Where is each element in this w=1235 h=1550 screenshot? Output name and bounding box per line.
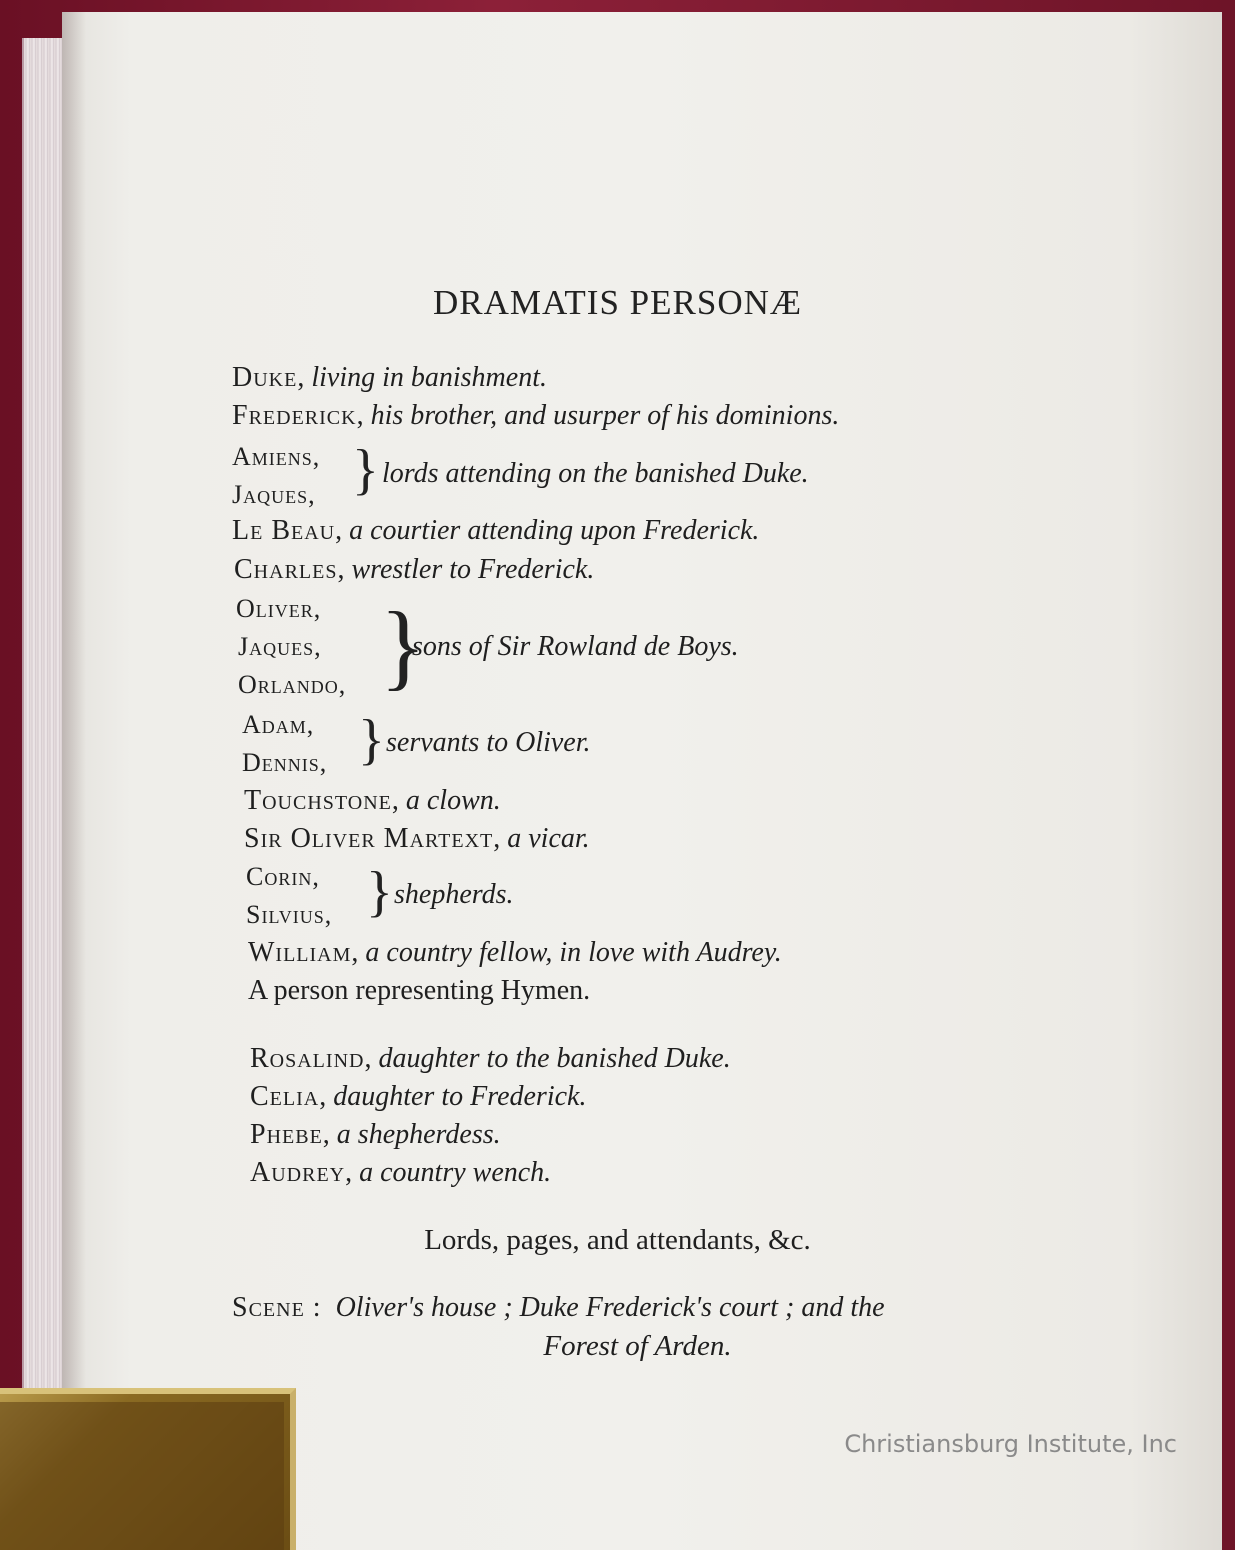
character-jaques-lord: Jaques, bbox=[232, 480, 316, 509]
spine-shadow bbox=[62, 12, 86, 1550]
character-desc: a country fellow, in love with Audrey. bbox=[365, 937, 782, 968]
character-celia: Celia, daughter to Frederick. bbox=[250, 1081, 587, 1112]
page-title: DRAMATIS PERSONÆ bbox=[433, 283, 802, 322]
character-name: Phebe bbox=[250, 1119, 323, 1150]
character-hymen: A person representing Hymen. bbox=[248, 975, 591, 1006]
character-phebe: Phebe, a shepherdess. bbox=[250, 1119, 501, 1150]
character-desc: wrestler to Frederick. bbox=[351, 554, 595, 585]
character-martext: Sir Oliver Martext, a vicar. bbox=[244, 823, 590, 854]
character-desc: a courtier attending upon Frederick. bbox=[349, 515, 760, 546]
scene-text: Oliver's house ; Duke Frederick's court ; and the bbox=[335, 1292, 885, 1323]
group-brace: } bbox=[366, 861, 393, 923]
gilt-book-shadow bbox=[0, 1402, 284, 1550]
character-dennis: Dennis, bbox=[242, 748, 328, 777]
character-desc: a shepherdess. bbox=[336, 1119, 501, 1150]
character-william: William, a country fellow, in love with Audrey. bbox=[248, 937, 782, 968]
character-audrey: Audrey, a country wench. bbox=[250, 1157, 552, 1188]
watermark: Christiansburg Institute, Inc bbox=[844, 1430, 1177, 1458]
character-oliver: Oliver, bbox=[236, 594, 322, 623]
character-desc: his brother, and usurper of his dominions. bbox=[370, 400, 840, 431]
character-orlando: Orlando, bbox=[238, 670, 347, 699]
scene-label: Scene : bbox=[232, 1292, 322, 1323]
group-desc-lords: lords attending on the banished Duke. bbox=[382, 458, 809, 489]
group-desc-sons: sons of Sir Rowland de Boys. bbox=[412, 631, 739, 662]
character-desc: a clown. bbox=[405, 785, 501, 816]
character-name: Charles bbox=[234, 554, 338, 585]
character-desc: living in banishment. bbox=[311, 362, 547, 393]
character-name: Audrey bbox=[250, 1157, 346, 1188]
group-brace: } bbox=[380, 592, 427, 699]
character-jaques-son: Jaques, bbox=[238, 632, 322, 661]
character-frederick: Frederick, his brother, and usurper of his dominions. bbox=[232, 400, 840, 431]
character-duke: Duke, living in banishment. bbox=[232, 362, 547, 393]
character-desc: a vicar. bbox=[507, 823, 590, 854]
character-desc: a country wench. bbox=[359, 1157, 552, 1188]
character-adam: Adam, bbox=[242, 710, 315, 739]
scene-line bbox=[232, 1292, 885, 1324]
character-desc: daughter to Frederick. bbox=[333, 1081, 587, 1112]
character-corin: Corin, bbox=[246, 862, 320, 891]
character-name: Celia bbox=[250, 1081, 320, 1112]
group-brace: } bbox=[358, 709, 385, 771]
group-desc-servants: servants to Oliver. bbox=[386, 727, 591, 758]
attendants-line: Lords, pages, and attendants, &c. bbox=[424, 1224, 811, 1256]
scene-line-2: Forest of Arden. bbox=[543, 1330, 732, 1362]
character-name: Le Beau bbox=[232, 515, 336, 546]
character-desc: daughter to the banished Duke. bbox=[378, 1043, 731, 1074]
character-rosalind: Rosalind, daughter to the banished Duke. bbox=[250, 1043, 731, 1074]
group-desc-shepherds: shepherds. bbox=[394, 879, 514, 910]
character-silvius: Silvius, bbox=[246, 900, 333, 929]
character-amiens: Amiens, bbox=[232, 442, 321, 471]
character-name: Rosalind bbox=[250, 1043, 365, 1074]
character-lebeau: Le Beau, a courtier attending upon Frederick. bbox=[232, 515, 760, 546]
character-name: Sir Oliver Martext bbox=[244, 823, 494, 854]
character-name: William bbox=[248, 937, 352, 968]
group-brace: } bbox=[352, 439, 379, 501]
character-name: Frederick bbox=[232, 400, 357, 431]
character-name: Duke bbox=[232, 362, 298, 393]
character-touchstone: Touchstone, a clown. bbox=[244, 785, 501, 816]
character-charles: Charles, wrestler to Frederick. bbox=[234, 554, 595, 585]
character-name: Touchstone bbox=[244, 785, 392, 816]
